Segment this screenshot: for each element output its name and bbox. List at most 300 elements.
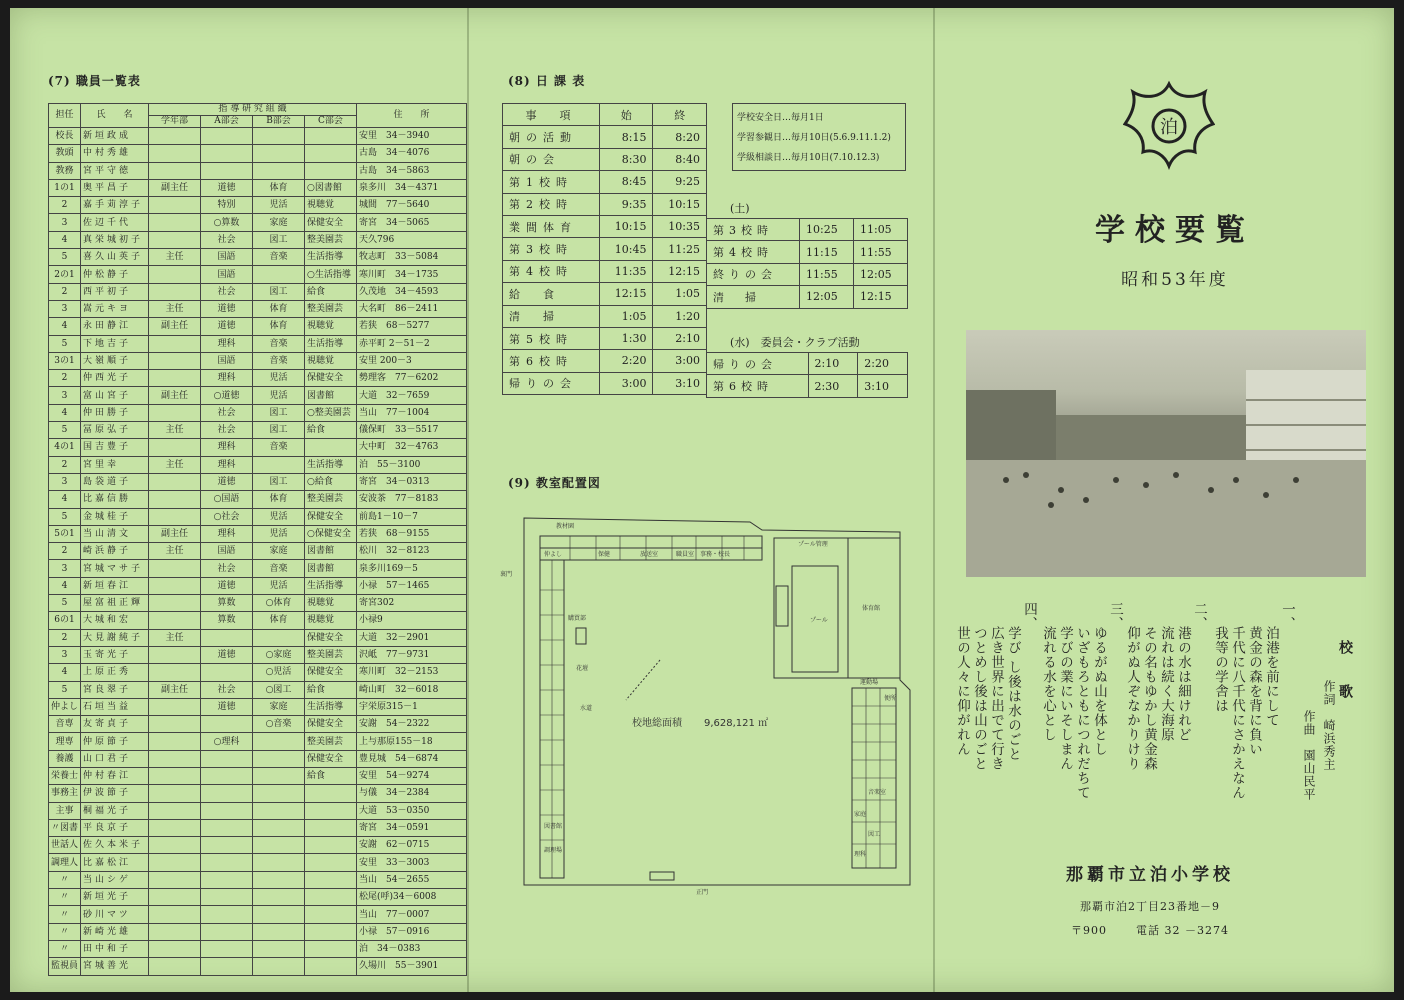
- staff-cell-g: [149, 508, 201, 525]
- staff-row: [49, 145, 467, 162]
- staff-row: [49, 612, 467, 629]
- staff-cell-name: 大城和宏: [81, 612, 149, 629]
- timetable-row: [707, 263, 908, 285]
- staff-cell-a: 理科: [201, 370, 253, 387]
- col-start: 始: [599, 104, 653, 126]
- staff-cell-c: ○整美園芸: [305, 404, 357, 421]
- staff-cell-addr: 古島 34－5863: [357, 162, 467, 179]
- verse-2-line-4: 仰がぬ人ぞなかりけり: [1124, 626, 1140, 771]
- map-label-pool: プール: [810, 617, 828, 624]
- map-heading: (9) 教室配置図: [508, 476, 601, 490]
- staff-cell-role: 4: [49, 404, 81, 421]
- staff-cell-role: 4: [49, 491, 81, 508]
- timetable-row: [503, 215, 707, 237]
- staff-cell-role: 事務主: [49, 785, 81, 802]
- staff-cell-g: [149, 473, 201, 490]
- staff-cell-a: 国語: [201, 249, 253, 266]
- staff-cell-c: 視聴覚: [305, 595, 357, 612]
- staff-cell-c: 視聴覚: [305, 612, 357, 629]
- staff-cell-role: 監視員: [49, 958, 81, 975]
- staff-cell-addr: 大中町 32－4763: [357, 439, 467, 456]
- staff-cell-name: 宮平守徳: [81, 162, 149, 179]
- staff-cell-role: 4: [49, 231, 81, 248]
- staff-table: [48, 103, 467, 976]
- staff-cell-a: [201, 854, 253, 871]
- note-safety-day: 学校安全日…毎月1日: [737, 113, 824, 123]
- staff-cell-role: 世話人: [49, 837, 81, 854]
- verse-2-line-1: 港の水は細けれど: [1175, 626, 1191, 742]
- staff-cell-g: [149, 560, 201, 577]
- staff-cell-a: 理科: [201, 456, 253, 473]
- staff-row: [49, 560, 467, 577]
- staff-row: [49, 906, 467, 923]
- timetable-main: [502, 103, 707, 395]
- staff-cell-b: [253, 162, 305, 179]
- schedule-notes: [732, 103, 906, 171]
- staff-cell-role: 4: [49, 664, 81, 681]
- staff-cell-c: 給食: [305, 767, 357, 784]
- staff-cell-c: 生活指導: [305, 577, 357, 594]
- timetable-cell-start: 10:15: [599, 215, 653, 237]
- staff-cell-c: 整美園芸: [305, 300, 357, 317]
- note-visit-day: 学習参観日…毎月10日(5.6.9.11.1.2): [737, 133, 891, 143]
- col-c-dept: C部会: [305, 116, 357, 128]
- staff-cell-addr: 寒川町 32－2153: [357, 664, 467, 681]
- staff-cell-c: [305, 958, 357, 975]
- staff-cell-role: 2: [49, 456, 81, 473]
- timetable-cell-start: 8:15: [599, 126, 653, 148]
- staff-cell-a: 算数: [201, 595, 253, 612]
- staff-cell-c: 生活指導: [305, 335, 357, 352]
- shop: [576, 628, 586, 644]
- staff-cell-c: ○図書館: [305, 179, 357, 196]
- timetable-cell-item: 第5校時: [503, 327, 600, 349]
- staff-cell-role: 〃: [49, 906, 81, 923]
- staff-cell-name: 比嘉信勝: [81, 491, 149, 508]
- school-name: 那覇市立泊小学校: [1066, 865, 1234, 885]
- staff-cell-c: [305, 785, 357, 802]
- staff-cell-a: ○算数: [201, 214, 253, 231]
- staff-row: [49, 698, 467, 715]
- timetable-cell-item: 第4校時: [503, 260, 600, 282]
- staff-cell-g: 主任: [149, 629, 201, 646]
- staff-cell-name: 島袋道子: [81, 473, 149, 490]
- staff-cell-name: 当山シゲ: [81, 871, 149, 888]
- map-label-office: 事務・校長: [700, 551, 731, 558]
- staff-cell-c: [305, 802, 357, 819]
- staff-cell-b: 児活: [253, 525, 305, 542]
- staff-cell-b: [253, 128, 305, 145]
- staff-cell-b: 児活: [253, 508, 305, 525]
- staff-cell-g: [149, 958, 201, 975]
- timetable-cell-end: 1:20: [653, 305, 707, 327]
- timetable-cell-item: 給 食: [503, 283, 600, 305]
- staff-cell-addr: 上与那原155－18: [357, 733, 467, 750]
- staff-cell-g: [149, 404, 201, 421]
- staff-cell-addr: 安里 54－9274: [357, 767, 467, 784]
- verse-2-number: 二、: [1191, 602, 1207, 631]
- staff-cell-role: 3: [49, 300, 81, 317]
- col-address: 住 所: [357, 104, 467, 128]
- staff-cell-role: 2: [49, 543, 81, 560]
- staff-cell-g: [149, 664, 201, 681]
- staff-cell-b: [253, 145, 305, 162]
- timetable-cell-item: 業間体育: [503, 215, 600, 237]
- staff-cell-b: ○家庭: [253, 646, 305, 663]
- staff-cell-name: 仲松静子: [81, 266, 149, 283]
- staff-cell-c: 生活指導: [305, 698, 357, 715]
- staff-cell-a: 道徳: [201, 577, 253, 594]
- staff-cell-name: 田中和子: [81, 940, 149, 957]
- timetable-cell-start: 11:15: [800, 241, 854, 263]
- staff-cell-addr: 泉多川 34－4371: [357, 179, 467, 196]
- staff-cell-name: 永田静江: [81, 318, 149, 335]
- staff-cell-addr: 安里 200－3: [357, 352, 467, 369]
- staff-row: [49, 404, 467, 421]
- staff-cell-role: 2: [49, 629, 81, 646]
- staff-cell-b: 図工: [253, 473, 305, 490]
- staff-cell-b: 体育: [253, 300, 305, 317]
- staff-cell-c: 視聴覚: [305, 197, 357, 214]
- timetable-heading: (8) 日 課 表: [508, 74, 586, 88]
- timetable-cell-start: 8:45: [599, 171, 653, 193]
- staff-cell-role: 2: [49, 197, 81, 214]
- staff-cell-b: [253, 266, 305, 283]
- staff-cell-b: [253, 940, 305, 957]
- timetable-row: [707, 286, 908, 308]
- staff-row: [49, 300, 467, 317]
- pool-area: [774, 538, 848, 678]
- timetable-cell-start: 1:30: [599, 327, 653, 349]
- staff-row: [49, 179, 467, 196]
- timetable-cell-end: 12:15: [653, 260, 707, 282]
- map-label-shop: 購買部: [568, 615, 587, 622]
- staff-cell-addr: 城間 77－5640: [357, 197, 467, 214]
- staff-cell-c: 図書館: [305, 543, 357, 560]
- staff-cell-name: 崎浜静子: [81, 543, 149, 560]
- staff-cell-b: [253, 802, 305, 819]
- staff-cell-addr: 沢岻 77－9731: [357, 646, 467, 663]
- staff-cell-addr: 小禄 57－0916: [357, 923, 467, 940]
- note-consult-day: 学級相談日…毎月10日(7.10.12.3): [737, 153, 880, 163]
- staff-cell-role: 校長: [49, 128, 81, 145]
- verse-3-line-3: 学びの業にいそしまん: [1057, 626, 1073, 771]
- timetable-saturday: [706, 218, 908, 309]
- staff-cell-addr: 安謝 54－2322: [357, 716, 467, 733]
- staff-row: [49, 214, 467, 231]
- staff-cell-c: 整美園芸: [305, 733, 357, 750]
- staff-cell-role: 3: [49, 560, 81, 577]
- timetable-row: [503, 126, 707, 148]
- staff-cell-g: [149, 283, 201, 300]
- staff-cell-a: 社会: [201, 283, 253, 300]
- staff-cell-g: 副主任: [149, 681, 201, 698]
- staff-cell-addr: 泊 34－0383: [357, 940, 467, 957]
- verse-1-line-1: 泊港を前にして: [1263, 626, 1279, 728]
- staff-cell-a: 算数: [201, 612, 253, 629]
- staff-cell-name: 新垣政成: [81, 128, 149, 145]
- staff-cell-name: 下地吉子: [81, 335, 149, 352]
- staff-cell-addr: 赤平町 2－51－2: [357, 335, 467, 352]
- staff-cell-a: [201, 889, 253, 906]
- staff-cell-c: 整美園芸: [305, 646, 357, 663]
- staff-cell-name: 中村秀雄: [81, 145, 149, 162]
- staff-cell-g: 主任: [149, 300, 201, 317]
- staff-cell-a: [201, 802, 253, 819]
- map-label-water: 水道: [580, 705, 593, 712]
- timetable-row: [503, 171, 707, 193]
- staff-cell-b: 家庭: [253, 698, 305, 715]
- timetable-row: [503, 283, 707, 305]
- col-a-dept: A部会: [201, 116, 253, 128]
- staff-cell-g: 副主任: [149, 318, 201, 335]
- staff-cell-b: 音楽: [253, 439, 305, 456]
- staff-cell-c: 視聴覚: [305, 318, 357, 335]
- brochure-title: 学校要覧: [1095, 213, 1255, 248]
- staff-row: [49, 422, 467, 439]
- staff-cell-g: 副主任: [149, 387, 201, 404]
- staff-cell-a: [201, 750, 253, 767]
- staff-cell-role: 〃: [49, 923, 81, 940]
- timetable-cell-start: 10:45: [599, 238, 653, 260]
- staff-cell-name: 富山宮子: [81, 387, 149, 404]
- staff-cell-a: 特別: [201, 197, 253, 214]
- timetable-cell-start: 2:30: [808, 375, 858, 397]
- staff-cell-b: [253, 733, 305, 750]
- staff-cell-c: 図書館: [305, 560, 357, 577]
- staff-cell-name: 山口君子: [81, 750, 149, 767]
- staff-cell-b: [253, 906, 305, 923]
- staff-cell-addr: 勢理客 77－6202: [357, 370, 467, 387]
- staff-cell-addr: 寄宮 34－5065: [357, 214, 467, 231]
- staff-cell-addr: 松川 32－8123: [357, 543, 467, 560]
- staff-cell-a: 道徳: [201, 318, 253, 335]
- staff-cell-name: 宮里幸: [81, 456, 149, 473]
- timetable-cell-end: 3:10: [858, 375, 908, 397]
- staff-cell-addr: 小禄 57－1465: [357, 577, 467, 594]
- staff-row: [49, 335, 467, 352]
- timetable-cell-end: 12:15: [853, 286, 907, 308]
- map-label-nakayoshi: 仲よし: [544, 551, 563, 558]
- timetable-cell-end: 3:10: [653, 372, 707, 394]
- fold-line: [933, 8, 935, 992]
- staff-cell-name: 冨原弘子: [81, 422, 149, 439]
- staff-cell-a: 道徳: [201, 473, 253, 490]
- staff-cell-name: 西平初子: [81, 283, 149, 300]
- staff-cell-role: 5: [49, 249, 81, 266]
- staff-cell-g: [149, 767, 201, 784]
- staff-cell-g: [149, 491, 201, 508]
- timetable-cell-end: 9:25: [653, 171, 707, 193]
- map-label-field: 運動場: [860, 679, 879, 686]
- staff-cell-name: 国吉豊子: [81, 439, 149, 456]
- staff-cell-name: 砂川マツ: [81, 906, 149, 923]
- timetable-cell-item: 終りの会: [707, 263, 800, 285]
- staff-cell-g: [149, 214, 201, 231]
- staff-cell-role: 4: [49, 318, 81, 335]
- timetable-cell-end: 3:00: [653, 350, 707, 372]
- staff-cell-name: 奥平昌子: [81, 179, 149, 196]
- timetable-row: [707, 219, 908, 241]
- staff-cell-c: [305, 889, 357, 906]
- staff-cell-name: 新垣光子: [81, 889, 149, 906]
- phone-number: 電話 32 －3274: [1136, 924, 1229, 937]
- timetable-row: [503, 350, 707, 372]
- staff-cell-role: 5: [49, 508, 81, 525]
- staff-cell-b: [253, 923, 305, 940]
- staff-cell-name: 仲田勝子: [81, 404, 149, 421]
- timetable-row: [503, 327, 707, 349]
- staff-cell-b: [253, 767, 305, 784]
- staff-row: [49, 767, 467, 784]
- verse-1-line-3: 千代に八千代にさかえなん: [1229, 626, 1245, 800]
- timetable-cell-end: 11:05: [853, 219, 907, 241]
- staff-cell-a: 国語: [201, 543, 253, 560]
- staff-row: [49, 646, 467, 663]
- timetable-cell-item: 清 掃: [707, 286, 800, 308]
- staff-cell-role: 養護: [49, 750, 81, 767]
- timetable-cell-start: 3:00: [599, 372, 653, 394]
- staff-cell-addr: 豊見城 54－6874: [357, 750, 467, 767]
- staff-row: [49, 958, 467, 975]
- timetable-cell-item: 第6校時: [503, 350, 600, 372]
- staff-cell-g: 副主任: [149, 525, 201, 542]
- staff-cell-addr: 与儀 34－2384: [357, 785, 467, 802]
- wednesday-label: (水) 委員会・クラブ活動: [730, 336, 860, 349]
- staff-cell-addr: 若狭 68－9155: [357, 525, 467, 542]
- staff-cell-g: [149, 837, 201, 854]
- staff-cell-role: 4の1: [49, 439, 81, 456]
- staff-cell-a: [201, 837, 253, 854]
- staff-cell-c: 視聴覚: [305, 352, 357, 369]
- staff-cell-addr: 当山 54－2655: [357, 871, 467, 888]
- staff-cell-g: [149, 854, 201, 871]
- staff-cell-name: 宮城マサ子: [81, 560, 149, 577]
- col-group: 指 導 研 究 組 織: [149, 104, 357, 116]
- map-label-library: 図書館: [544, 823, 563, 830]
- col-item: 事 項: [503, 104, 600, 126]
- school-photo: [966, 330, 1366, 577]
- staff-cell-a: 理科: [201, 525, 253, 542]
- col-b-dept: B部会: [253, 116, 305, 128]
- staff-cell-role: 主事: [49, 802, 81, 819]
- staff-row: [49, 525, 467, 542]
- staff-cell-addr: 儀保町 33－5517: [357, 422, 467, 439]
- fold-line: [467, 8, 469, 992]
- staff-cell-c: 保健安全: [305, 370, 357, 387]
- staff-row: [49, 352, 467, 369]
- staff-cell-g: 主任: [149, 249, 201, 266]
- map-label-staff-room: 職員室: [676, 551, 695, 558]
- map-label-science: 理科: [854, 851, 867, 858]
- staff-cell-c: 保健安全: [305, 664, 357, 681]
- staff-cell-role: 3: [49, 473, 81, 490]
- staff-cell-c: 生活指導: [305, 249, 357, 266]
- map-label-pool-mgmt: プール管理: [798, 541, 828, 548]
- timetable-cell-item: 第6校時: [707, 375, 809, 397]
- col-role: 担任: [49, 104, 81, 128]
- staff-cell-name: 宮城善光: [81, 958, 149, 975]
- verse-1-number: 一、: [1279, 602, 1295, 631]
- staff-cell-a: 理科: [201, 439, 253, 456]
- staff-cell-b: 図工: [253, 231, 305, 248]
- verse-4-line-4: 世の人々に仰がれん: [954, 626, 970, 757]
- staff-cell-name: 佐辺千代: [81, 214, 149, 231]
- staff-cell-c: ○生活指導: [305, 266, 357, 283]
- verse-4-line-3: つとめし後は山のごと: [971, 626, 987, 771]
- staff-cell-g: [149, 646, 201, 663]
- staff-cell-addr: 寄宮 34－0313: [357, 473, 467, 490]
- staff-cell-name: 宮良翠子: [81, 681, 149, 698]
- staff-cell-name: 喜久山英子: [81, 249, 149, 266]
- staff-cell-a: 道徳: [201, 179, 253, 196]
- col-name: 氏 名: [81, 104, 149, 128]
- staff-cell-b: [253, 785, 305, 802]
- staff-row: [49, 664, 467, 681]
- timetable-cell-start: 11:55: [800, 263, 854, 285]
- verse-3-line-2: いざもろともにつれだちて: [1074, 626, 1090, 800]
- staff-cell-g: [149, 733, 201, 750]
- timetable-row: [707, 353, 908, 375]
- staff-cell-a: [201, 871, 253, 888]
- staff-cell-c: 図書館: [305, 387, 357, 404]
- staff-cell-name: 新崎光雄: [81, 923, 149, 940]
- staff-cell-c: [305, 906, 357, 923]
- timetable-cell-end: 11:25: [653, 238, 707, 260]
- staff-cell-c: 保健安全: [305, 750, 357, 767]
- staff-cell-name: 金城桂子: [81, 508, 149, 525]
- timetable-cell-end: 8:20: [653, 126, 707, 148]
- staff-cell-a: [201, 940, 253, 957]
- staff-cell-g: [149, 716, 201, 733]
- staff-row: [49, 889, 467, 906]
- timetable-cell-start: 1:05: [599, 305, 653, 327]
- photo-building-center: [1056, 415, 1246, 460]
- staff-cell-name: 上原正秀: [81, 664, 149, 681]
- song-composer: 作曲 園山民平: [1302, 710, 1316, 801]
- staff-cell-g: [149, 145, 201, 162]
- staff-cell-addr: 安里 33－3003: [357, 854, 467, 871]
- staff-cell-name: 嘉手苅淳子: [81, 197, 149, 214]
- timetable-row: [707, 375, 908, 397]
- staff-cell-b: [253, 837, 305, 854]
- staff-cell-g: 主任: [149, 456, 201, 473]
- staff-cell-a: ○国語: [201, 491, 253, 508]
- staff-cell-a: [201, 162, 253, 179]
- staff-cell-name: 平良京子: [81, 819, 149, 836]
- staff-cell-role: 〃: [49, 940, 81, 957]
- timetable-cell-start: 10:25: [800, 219, 854, 241]
- staff-cell-g: [149, 577, 201, 594]
- staff-cell-g: [149, 128, 201, 145]
- staff-cell-c: 保健安全: [305, 508, 357, 525]
- classroom-layout-map: [500, 510, 930, 900]
- staff-cell-role: 教務: [49, 162, 81, 179]
- staff-cell-b: 児活: [253, 577, 305, 594]
- staff-cell-a: 社会: [201, 681, 253, 698]
- staff-cell-a: 国語: [201, 266, 253, 283]
- staff-cell-g: [149, 889, 201, 906]
- timetable-cell-item: 朝の会: [503, 148, 600, 170]
- staff-cell-addr: 寒川町 34－1735: [357, 266, 467, 283]
- staff-cell-role: 仲よし: [49, 698, 81, 715]
- staff-cell-addr: 大道 53－0350: [357, 802, 467, 819]
- staff-cell-role: 栄養士: [49, 767, 81, 784]
- staff-cell-role: 調理人: [49, 854, 81, 871]
- staff-cell-b: 図工: [253, 404, 305, 421]
- staff-cell-name: 玉寄光子: [81, 646, 149, 663]
- staff-cell-name: 真栄城初子: [81, 231, 149, 248]
